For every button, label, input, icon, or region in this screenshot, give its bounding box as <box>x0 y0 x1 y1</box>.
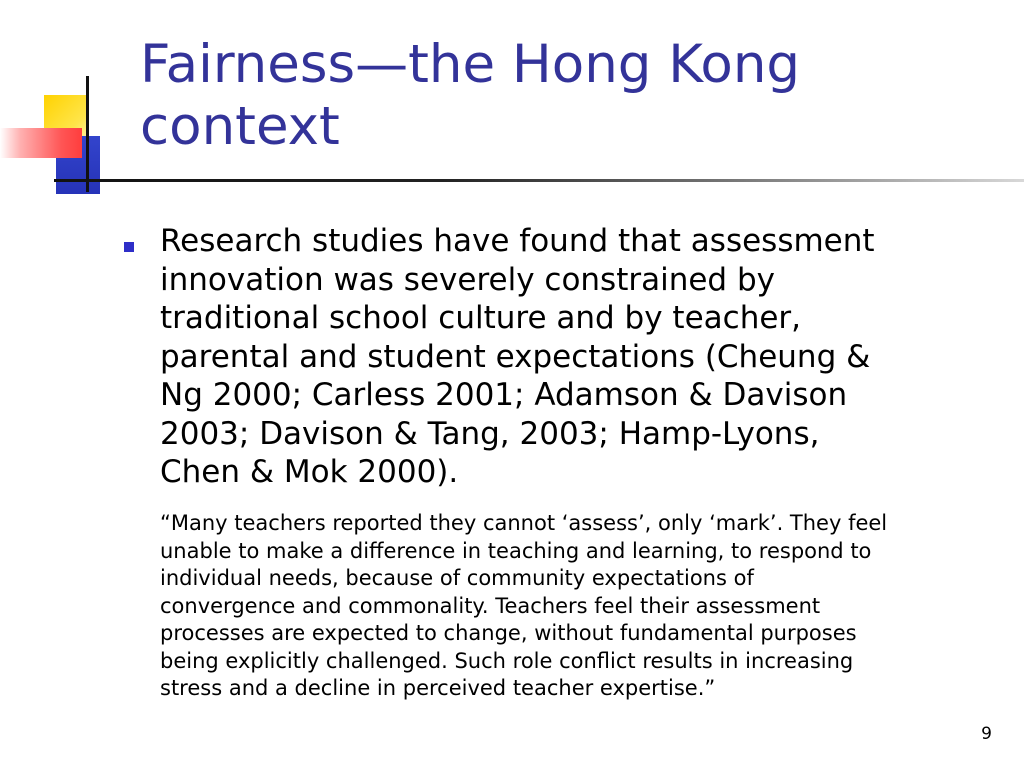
logo-vertical-line <box>86 76 89 192</box>
bullet-line: innovation was severely constrained by <box>160 261 775 298</box>
title-line: Fairness—the Hong Kong <box>140 34 801 95</box>
title-underline <box>54 179 1024 182</box>
bullet-item <box>124 222 984 492</box>
quote-line: processes are expected to change, without fundamental purposes <box>160 621 857 645</box>
quote-block <box>160 510 1020 703</box>
quote-line: “Many teachers reported they cannot ‘assess’, only ‘mark’. They feel <box>160 511 888 535</box>
bullet-line: Chen & Mok 2000). <box>160 454 459 490</box>
quote-line: individual needs, because of community expectations of <box>160 566 754 590</box>
bullet-line: traditional school culture and by teacher, <box>160 300 802 336</box>
page-number: 9 <box>981 724 992 744</box>
square-bullet-icon <box>124 242 134 252</box>
title-line: context <box>140 96 340 157</box>
bullet-line: 2003; Davison & Tang, 2003; Hamp-Lyons, <box>160 415 820 452</box>
bullet-line: Research studies have found that assessment <box>160 223 875 259</box>
slide-title <box>140 34 1000 158</box>
quote-line: being explicitly challenged. Such role conflict results in increasing <box>160 648 854 673</box>
bullet-line: Ng 2000; Carless 2001; Adamson & Davison <box>160 377 848 413</box>
bullet-text <box>160 222 980 492</box>
quote-line: unable to make a difference in teaching and learning, to respond to <box>160 538 872 563</box>
quote-line: convergence and commonality. Teachers feel their assessment <box>160 593 821 618</box>
logo-red-bar <box>0 128 82 158</box>
bullet-line: parental and student expectations (Cheung & <box>160 338 871 375</box>
quote-line: stress and a decline in perceived teacher expertise.” <box>160 676 716 700</box>
